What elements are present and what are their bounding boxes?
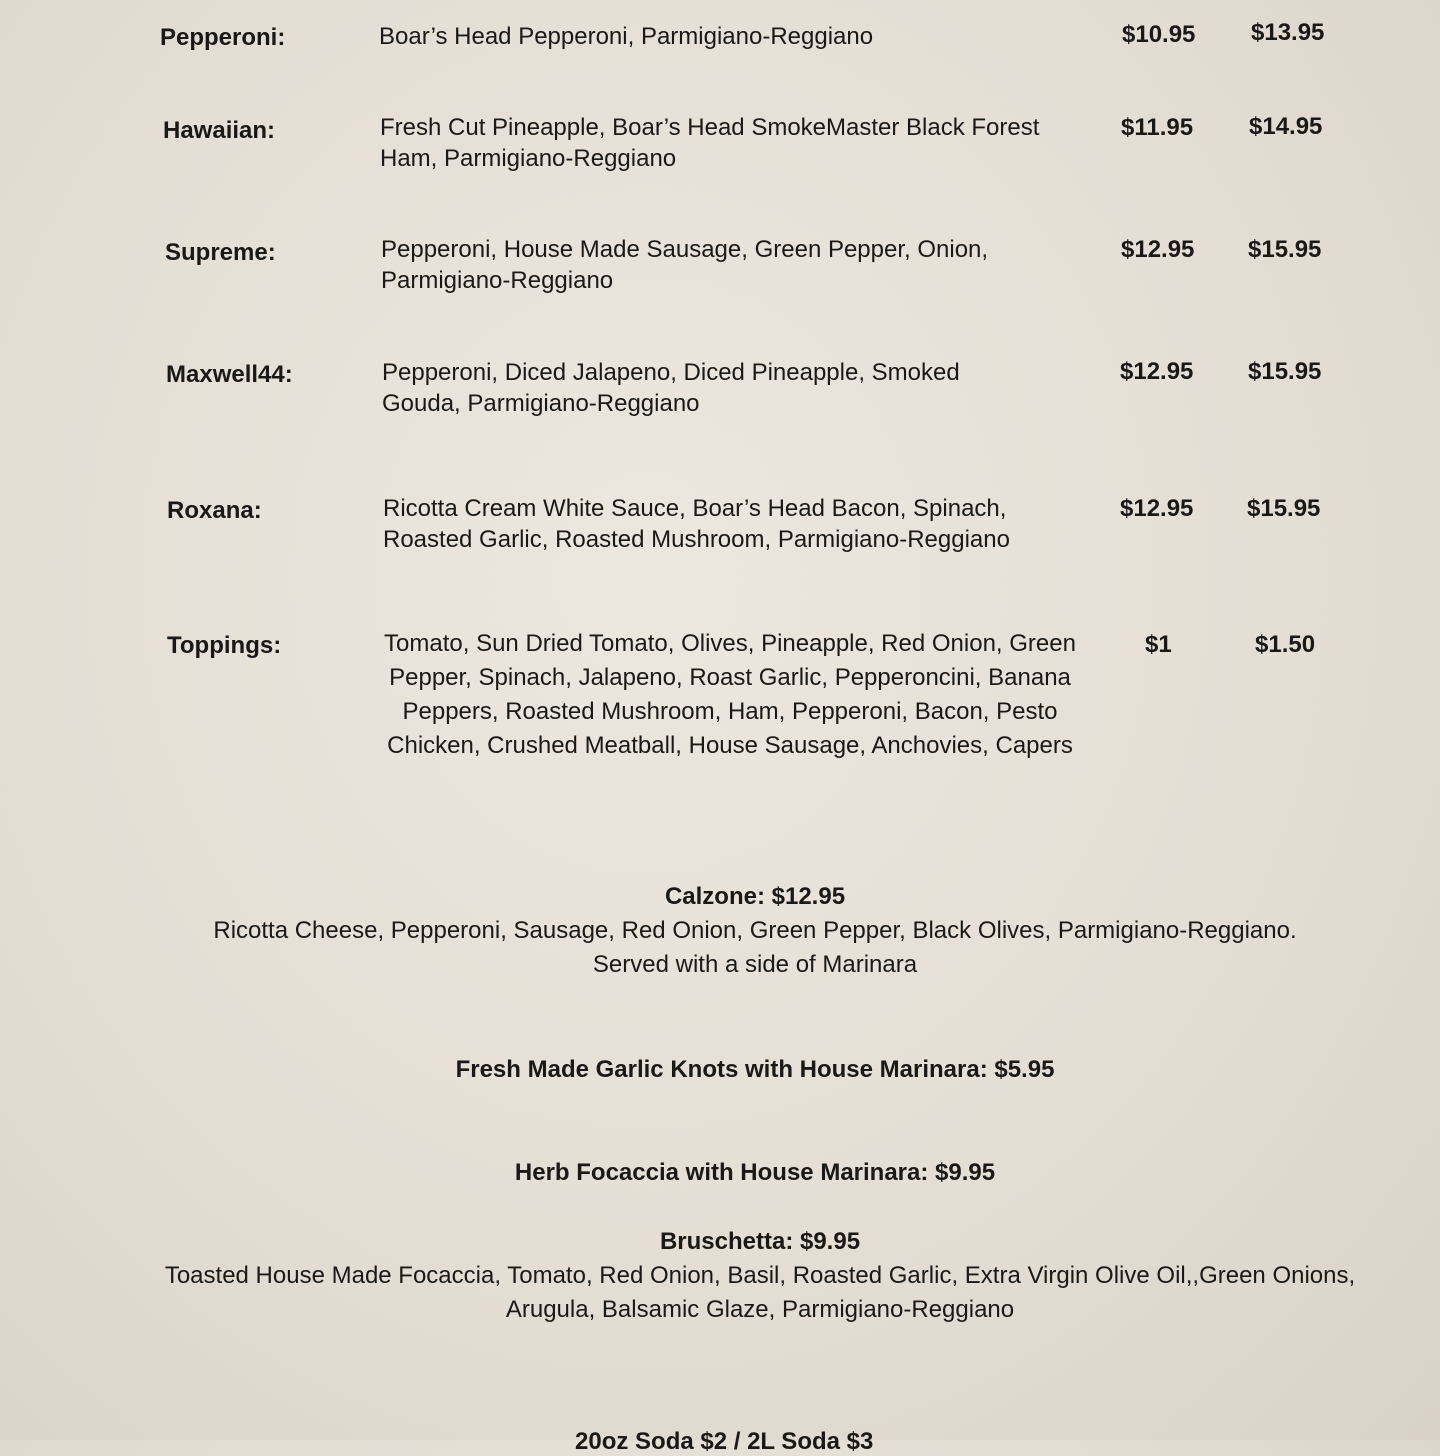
calzone-description: Ricotta Cheese, Pepperoni, Sausage, Red Onion, Green Pepper, Black Olives, Parmigiano-Reggiano. xyxy=(213,917,1297,944)
bruschetta-title: Bruschetta: $9.95 xyxy=(659,1228,861,1255)
item-name: Maxwell44: xyxy=(166,361,293,388)
item-name: Supreme: xyxy=(165,239,276,266)
item-description: Pepperoni, Diced Jalapeno, Diced Pineapple, Smoked Gouda, Parmigiano-Reggiano xyxy=(382,359,960,417)
garlic-knots-title: Fresh Made Garlic Knots with House Marinara: $5.95 xyxy=(455,1056,1055,1083)
price-small: $11.95 xyxy=(1121,114,1194,141)
price-small: $12.95 xyxy=(1120,495,1194,522)
item-description: Fresh Cut Pineapple, Boar’s Head SmokeMaster Black Forest Ham, Parmigiano-Reggiano xyxy=(380,114,1040,172)
item-description: Boar’s Head Pepperoni, Parmigiano-Reggiano xyxy=(379,23,874,50)
item-name: Roxana: xyxy=(167,497,262,524)
soda-line: 20oz Soda $2 / 2L Soda $3 xyxy=(575,1428,874,1455)
price-large: $13.95 xyxy=(1251,19,1325,46)
item-name: Toppings: xyxy=(167,632,282,659)
price-large: $15.95 xyxy=(1248,236,1322,263)
focaccia-section xyxy=(150,1156,1360,1190)
calzone-note: Served with a side of Marinara xyxy=(592,951,918,978)
price-small: $10.95 xyxy=(1122,21,1196,48)
item-description: Ricotta Cream White Sauce, Boar’s Head Bacon, Spinach, Roasted Garlic, Roasted Mushroom, Parmigiano-Reggiano xyxy=(383,495,1010,553)
price-small: $12.95 xyxy=(1120,358,1194,385)
focaccia-title: Herb Focaccia with House Marinara: $9.95 xyxy=(514,1159,996,1186)
price-large: $14.95 xyxy=(1249,113,1323,140)
item-name: Pepperoni: xyxy=(160,24,286,51)
calzone-title: Calzone: $12.95 xyxy=(664,883,846,910)
garlic-knots-section xyxy=(150,1053,1360,1087)
toppings-list: Tomato, Sun Dried Tomato, Olives, Pineapple, Red Onion, Green Pepper, Spinach, Jalapeno, Roast Garlic, Pepperoncini, Banana Peppers, Roasted Mushroom, Ham, Pepperoni, Bacon, Pesto Chicken, Crushed Meatball, House Sausage, Anchovies, Capers xyxy=(384,630,1076,759)
bruschetta-section xyxy=(160,1225,1360,1327)
bruschetta-description: Toasted House Made Focaccia, Tomato, Red Onion, Basil, Roasted Garlic, Extra Virgin Olive Oil,,Green Onions, Arugula, Balsamic Glaze, Parmigiano-Reggiano xyxy=(164,1262,1356,1323)
price-large: $1.50 xyxy=(1255,631,1316,658)
price-small: $12.95 xyxy=(1121,236,1195,263)
price-small: $1 xyxy=(1145,631,1172,658)
price-large: $15.95 xyxy=(1248,358,1322,385)
item-name: Hawaiian: xyxy=(163,117,276,144)
item-description: Pepperoni, House Made Sausage, Green Pepper, Onion, Parmigiano-Reggiano xyxy=(381,236,989,294)
calzone-section xyxy=(150,880,1360,982)
price-large: $15.95 xyxy=(1247,495,1321,522)
